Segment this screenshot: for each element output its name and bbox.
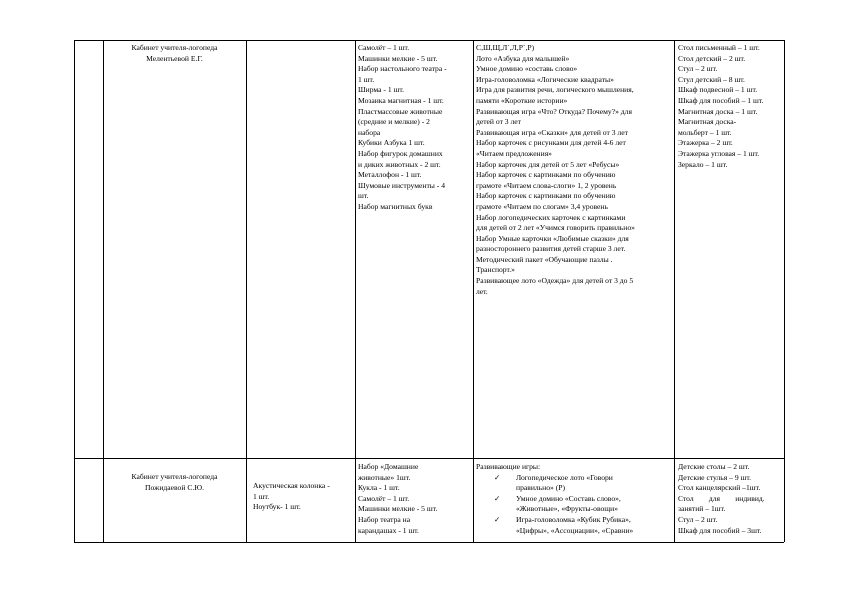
row-divider	[74, 458, 784, 459]
game-item: Транспорт.»	[476, 265, 515, 275]
furniture-item: Стул – 2 шт.	[678, 64, 718, 74]
game-item: «Животные», «Фрукты-овощи»	[516, 504, 619, 514]
toy-item: Набор театра на	[358, 514, 411, 524]
toy-item: Набор настольного театра -	[358, 64, 447, 74]
checkmark-icon: ✓	[494, 493, 501, 503]
game-item: лет.	[476, 286, 488, 296]
furniture-item: Стол письменный – 1 шт.	[678, 43, 760, 52]
toy-item: шт.	[358, 191, 369, 201]
game-item: ✓ Умное домино «Составь слово»,	[476, 494, 633, 505]
toy-item: Набор фигурок домашних	[358, 148, 443, 158]
room-name-line: Кабинет учителя-логопеда	[131, 472, 218, 481]
tech-item: Ноутбук- 1 шт.	[253, 502, 301, 512]
toy-item: карандашах - 1 шт.	[358, 525, 419, 535]
game-item: памяти «Короткие истории»	[476, 95, 568, 105]
game-item: «Цифры», «Ассоциации», «Сравни»	[516, 525, 634, 535]
furniture-item: Стул детский – 8 шт.	[678, 74, 745, 84]
furniture-item: Шкаф для пособий – 1 шт.	[678, 95, 764, 105]
toy-item: Кубики Азбука 1 шт.	[358, 138, 425, 148]
room-name-line: Кабинет учителя-логопеда	[131, 43, 218, 52]
tech-cell	[253, 481, 330, 513]
furniture-item: Этажерка угловая – 1 шт.	[678, 148, 760, 158]
toy-item: Металлофон - 1 шт.	[358, 170, 422, 180]
toy-item: Машинки мелкие - 5 шт.	[358, 504, 438, 514]
game-item: ✓ Игра-головоломка «Кубик Рубика»,	[476, 515, 633, 526]
tech-item: 1 шт.	[253, 491, 270, 501]
furniture-item: Стол канцелярский –1шт.	[678, 483, 761, 493]
game-item: ✓ Логопедическое лото «Говори	[476, 473, 633, 484]
toy-item: Набор «Домашние	[358, 462, 419, 471]
furniture-item: мольберт – 1 шт.	[678, 127, 732, 137]
toy-item: Машинки мелкие - 5 шт.	[358, 53, 438, 63]
furniture-item: Детские столы – 2 шт.	[678, 462, 750, 471]
game-item: Развивающая игра «Что? Откуда? Почему?» для	[476, 106, 632, 116]
furniture-cell	[678, 462, 765, 536]
game-item: Набор карточек для детей от 5 лет «Ребусы»	[476, 159, 620, 169]
furniture-item: Шкаф подвесной – 1 шт.	[678, 85, 758, 95]
furniture-item: Этажерка – 2 шт.	[678, 138, 733, 148]
toy-item: 1 шт.	[358, 74, 375, 84]
toy-item: Шумовые инструменты - 4	[358, 180, 446, 190]
toy-item: Пластмассовые животные	[358, 106, 443, 116]
furniture-item: Стул – 2 шт.	[678, 514, 718, 524]
toy-item: (средние и мелкие) - 2	[358, 117, 430, 127]
room-name-line: Мелентьевой Е.Г.	[146, 53, 203, 63]
game-item: Набор Умные карточки «Любимые сказки» для	[476, 233, 629, 243]
tech-item: Акустическая колонка -	[253, 481, 330, 490]
game-item: Набор логопедических карточек с картинками	[476, 212, 626, 222]
column-divider	[246, 40, 247, 542]
game-item: Методический пакет «Обучающие пазлы .	[476, 254, 613, 264]
game-item: Развивающая игра «Сказки» для детей от 3 лет	[476, 127, 628, 137]
toy-item: Набор магнитных букв	[358, 201, 433, 211]
furniture-cell	[678, 43, 763, 170]
toys-cell	[358, 462, 437, 536]
game-item: разностороннего развития детей старше 3 лет.	[476, 244, 626, 254]
toys-cell	[358, 43, 447, 213]
column-divider	[103, 40, 104, 542]
furniture-item: Магнитная доска-	[678, 117, 737, 127]
toy-item: и диких животных - 2 шт.	[358, 159, 441, 169]
game-item: «Читаем предложения»	[476, 148, 552, 158]
game-item: Лото «Азбука для малышей»	[476, 53, 570, 63]
toy-item: Самолёт – 1 шт.	[358, 493, 410, 503]
furniture-item: занятий – 1шт.	[678, 504, 726, 514]
toy-item: Ширма - 1 шт.	[358, 85, 405, 95]
game-item: Игра-головоломка «Логические квадраты»	[476, 74, 614, 84]
toy-item: Кукла - 1 шт.	[358, 483, 400, 493]
furniture-item: Детские стулья – 9 шт.	[678, 472, 752, 482]
game-item: Игра для развития речи, логического мышления,	[476, 85, 634, 95]
toy-item: Мозаика магнитная - 1 шт.	[358, 95, 444, 105]
table-left-border	[74, 40, 75, 542]
room-name-line: Пожидаевой С.Ю.	[145, 482, 204, 492]
column-divider	[473, 40, 474, 542]
furniture-item: Стол для индивид.	[678, 493, 765, 503]
column-divider	[674, 40, 675, 542]
furniture-item: Шкаф для пособий – 3шт.	[678, 525, 762, 535]
game-item: Набор карточек с картинками по обучению	[476, 170, 616, 180]
game-item: Развивающее лото «Одежда» для детей от 3 до 5	[476, 276, 634, 286]
toy-item: Самолёт – 1 шт.	[358, 43, 410, 52]
game-item: детей от 3 лет	[476, 117, 521, 127]
games-cell	[476, 43, 635, 297]
checkmark-icon: ✓	[494, 514, 501, 524]
table-bottom-border	[74, 542, 784, 543]
column-divider	[355, 40, 356, 542]
furniture-item: Зеркало – 1 шт.	[678, 159, 728, 169]
game-item: С,Ш,Щ,Л`,Л,Р`,Р)	[476, 43, 535, 52]
furniture-item: Стол детский – 2 шт.	[678, 53, 746, 63]
games-header: Развивающие игры:	[476, 462, 541, 471]
game-item: правильно» (Р)	[516, 483, 565, 493]
game-item: Набор карточек с картинками по обучению	[476, 191, 616, 201]
toy-item: животные» 1шт.	[358, 472, 411, 482]
toy-item: набора	[358, 127, 381, 137]
game-item: грамоте «Читаем по слогам» 3,4 уровень	[476, 201, 608, 211]
table-right-border	[784, 40, 785, 542]
game-item: для детей от 2 лет «Учимся говорить правильно»	[476, 223, 635, 233]
game-item: Набор карточек с рисунками для детей 4-6 лет	[476, 138, 626, 148]
games-cell	[476, 462, 633, 536]
game-item: грамоте «Читаем слова-слоги» 1, 2 уровень	[476, 180, 617, 190]
room-name-cell	[104, 43, 245, 64]
table-top-border	[74, 40, 784, 41]
furniture-item: Магнитная доска – 1 шт.	[678, 106, 758, 116]
checkmark-icon: ✓	[494, 472, 501, 482]
room-name-cell	[104, 472, 245, 493]
game-item: Умное домино «составь слово»	[476, 64, 578, 74]
